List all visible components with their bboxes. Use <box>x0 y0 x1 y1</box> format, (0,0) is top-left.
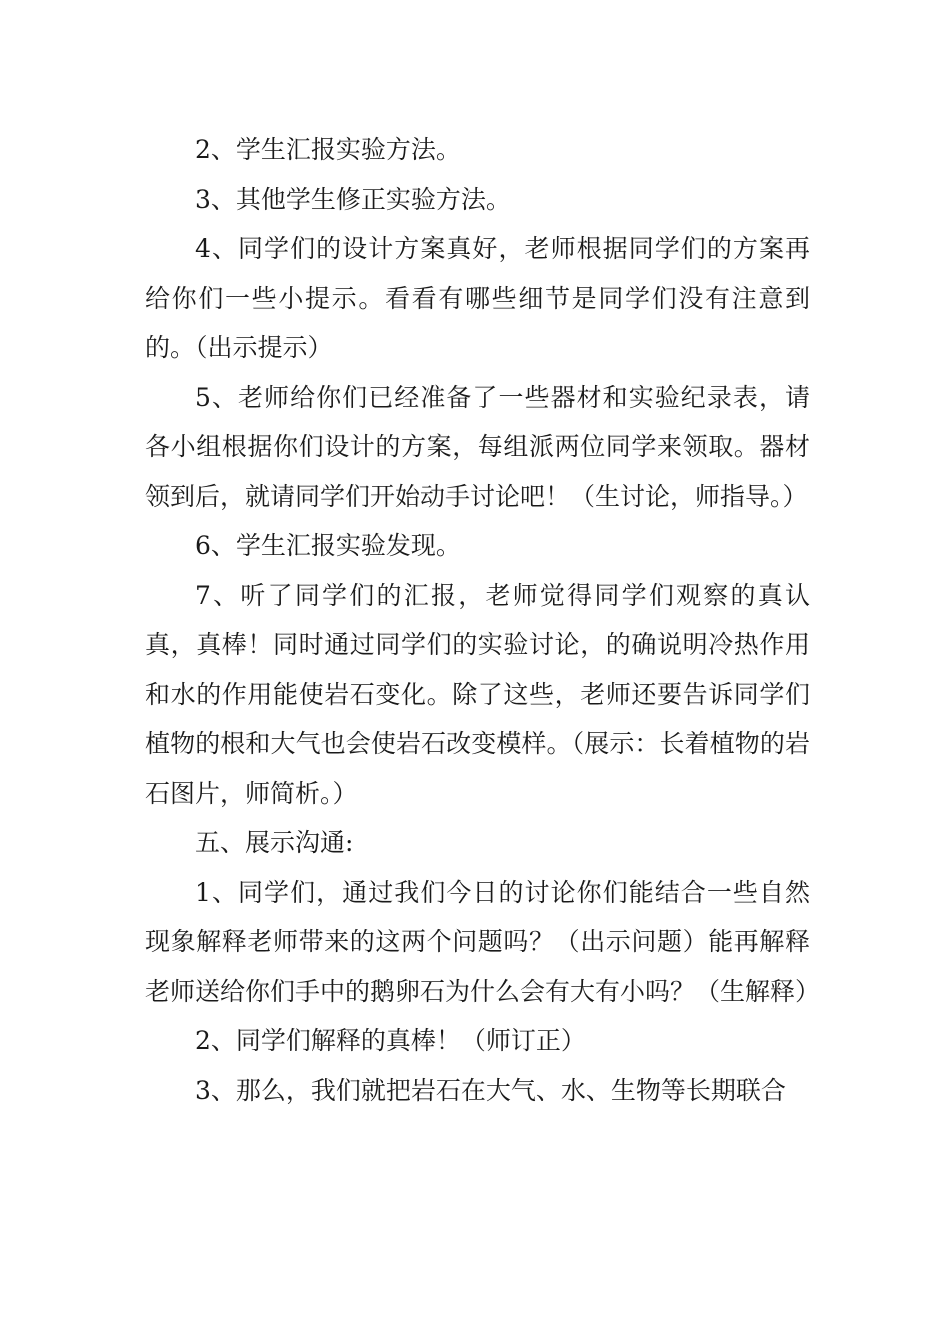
document-body <box>145 125 821 1115</box>
paragraph: 1、同学们，通过我们今日的讨论你们能结合一些自然现象解释老师带来的这两个问题吗？（出示问题）能再解释老师送给你们手中的鹅卵石为什么会有大有小吗？（生解释） <box>145 877 821 1006</box>
paragraph: 6、学生汇报实验发现。 <box>195 531 461 560</box>
paragraph: 7、听了同学们的汇报，老师觉得同学们观察的真认真，真棒！同时通过同学们的实验讨论，的确说明冷热作用和水的作用能使岩石变化。除了这些，老师还要告诉同学们植物的根和大气也会使岩石改变模样。（展示：长着植物的岩石图片，师简析。） <box>145 580 810 808</box>
paragraph: 5、老师给你们已经准备了一些器材和实验纪录表，请各小组根据你们设计的方案，每组派两位同学来领取。器材领到后，就请同学们开始动手讨论吧！（生讨论，师指导。） <box>145 382 810 511</box>
section-heading: 五、展示沟通: <box>195 828 354 857</box>
paragraph: 4、同学们的设计方案真好，老师根据同学们的方案再给你们一些小提示。看看有哪些细节是同学们没有注意到的。（出示提示） <box>145 234 810 362</box>
paragraph: 3、那么，我们就把岩石在大气、水、生物等长期联合 <box>195 1075 786 1105</box>
paragraph: 2、同学们解释的真棒！（师订正） <box>195 1026 586 1055</box>
paragraph: 2、学生汇报实验方法。 <box>195 135 461 164</box>
paragraph: 3、其他学生修正实验方法。 <box>195 184 511 214</box>
